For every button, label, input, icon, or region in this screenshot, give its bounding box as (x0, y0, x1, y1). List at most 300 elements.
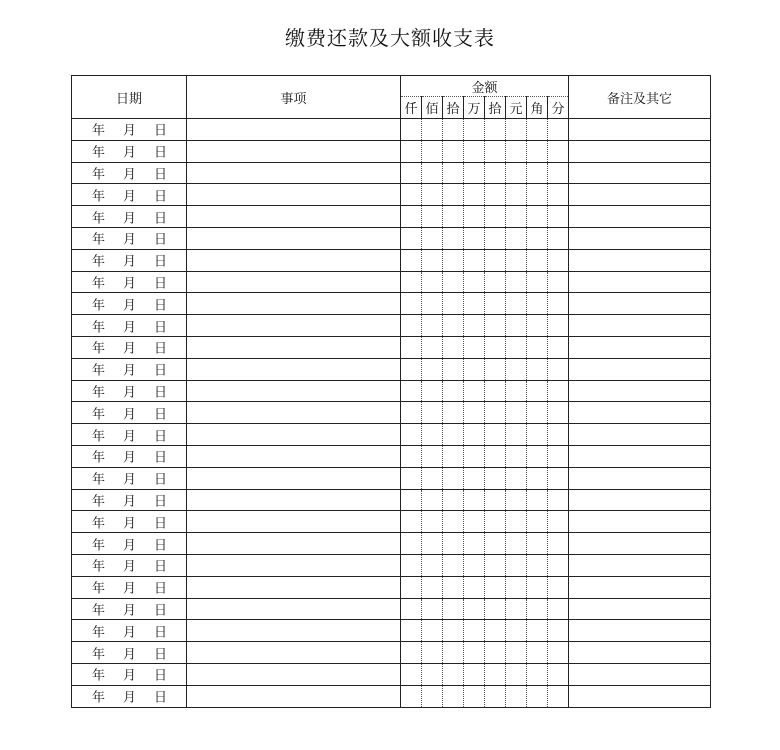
item-cell[interactable] (187, 315, 401, 337)
amount-digit-cell[interactable] (506, 227, 527, 249)
amount-digit-cell[interactable] (548, 489, 569, 511)
item-cell[interactable] (187, 533, 401, 555)
amount-digit-cell[interactable] (464, 336, 485, 358)
amount-digit-cell[interactable] (401, 598, 422, 620)
amount-digit-cell[interactable] (464, 576, 485, 598)
amount-digit-cell[interactable] (401, 489, 422, 511)
amount-digit-cell[interactable] (485, 293, 506, 315)
date-cell[interactable] (72, 249, 187, 271)
amount-digit-cell[interactable] (527, 642, 548, 664)
notes-cell[interactable] (569, 467, 711, 489)
amount-digit-cell[interactable] (485, 511, 506, 533)
item-cell[interactable] (187, 140, 401, 162)
amount-digit-cell[interactable] (464, 402, 485, 424)
amount-digit-cell[interactable] (401, 358, 422, 380)
date-cell[interactable] (72, 271, 187, 293)
amount-digit-cell[interactable] (464, 489, 485, 511)
amount-digit-cell[interactable] (422, 467, 443, 489)
amount-digit-cell[interactable] (422, 293, 443, 315)
amount-digit-cell[interactable] (464, 467, 485, 489)
amount-digit-cell[interactable] (548, 227, 569, 249)
notes-cell[interactable] (569, 489, 711, 511)
date-cell[interactable] (72, 598, 187, 620)
date-cell[interactable] (72, 380, 187, 402)
amount-digit-cell[interactable] (527, 184, 548, 206)
amount-digit-cell[interactable] (548, 119, 569, 141)
amount-digit-cell[interactable] (443, 227, 464, 249)
amount-digit-cell[interactable] (422, 576, 443, 598)
notes-cell[interactable] (569, 576, 711, 598)
amount-digit-cell[interactable] (443, 467, 464, 489)
amount-digit-cell[interactable] (443, 358, 464, 380)
amount-digit-cell[interactable] (464, 445, 485, 467)
notes-cell[interactable] (569, 402, 711, 424)
amount-digit-cell[interactable] (548, 249, 569, 271)
amount-digit-cell[interactable] (401, 336, 422, 358)
amount-digit-cell[interactable] (485, 184, 506, 206)
notes-cell[interactable] (569, 119, 711, 141)
amount-digit-cell[interactable] (506, 271, 527, 293)
amount-digit-cell[interactable] (485, 642, 506, 664)
notes-cell[interactable] (569, 445, 711, 467)
amount-digit-cell[interactable] (527, 336, 548, 358)
amount-digit-cell[interactable] (506, 533, 527, 555)
amount-digit-cell[interactable] (464, 119, 485, 141)
amount-digit-cell[interactable] (464, 271, 485, 293)
amount-digit-cell[interactable] (422, 162, 443, 184)
amount-digit-cell[interactable] (464, 293, 485, 315)
amount-digit-cell[interactable] (485, 620, 506, 642)
amount-digit-cell[interactable] (548, 554, 569, 576)
amount-digit-cell[interactable] (527, 489, 548, 511)
amount-digit-cell[interactable] (401, 554, 422, 576)
amount-digit-cell[interactable] (443, 554, 464, 576)
amount-digit-cell[interactable] (464, 227, 485, 249)
amount-digit-cell[interactable] (548, 511, 569, 533)
amount-digit-cell[interactable] (485, 598, 506, 620)
amount-digit-cell[interactable] (422, 445, 443, 467)
amount-digit-cell[interactable] (422, 533, 443, 555)
notes-cell[interactable] (569, 162, 711, 184)
amount-digit-cell[interactable] (422, 336, 443, 358)
amount-digit-cell[interactable] (401, 402, 422, 424)
amount-digit-cell[interactable] (506, 249, 527, 271)
amount-digit-cell[interactable] (464, 380, 485, 402)
item-cell[interactable] (187, 358, 401, 380)
amount-digit-cell[interactable] (401, 642, 422, 664)
amount-digit-cell[interactable] (506, 489, 527, 511)
amount-digit-cell[interactable] (485, 249, 506, 271)
amount-digit-cell[interactable] (527, 445, 548, 467)
item-cell[interactable] (187, 445, 401, 467)
amount-digit-cell[interactable] (548, 685, 569, 707)
notes-cell[interactable] (569, 642, 711, 664)
amount-digit-cell[interactable] (548, 424, 569, 446)
amount-digit-cell[interactable] (506, 402, 527, 424)
amount-digit-cell[interactable] (485, 227, 506, 249)
notes-cell[interactable] (569, 271, 711, 293)
amount-digit-cell[interactable] (443, 598, 464, 620)
amount-digit-cell[interactable] (527, 119, 548, 141)
amount-digit-cell[interactable] (422, 489, 443, 511)
notes-cell[interactable] (569, 315, 711, 337)
amount-digit-cell[interactable] (527, 402, 548, 424)
amount-digit-cell[interactable] (401, 663, 422, 685)
amount-digit-cell[interactable] (464, 598, 485, 620)
date-cell[interactable] (72, 576, 187, 598)
amount-digit-cell[interactable] (443, 206, 464, 228)
date-day-label: 日 (154, 276, 168, 292)
item-cell[interactable] (187, 642, 401, 664)
date-cell[interactable] (72, 402, 187, 424)
amount-digit-cell[interactable] (548, 620, 569, 642)
amount-digit-cell[interactable] (548, 380, 569, 402)
date-cell[interactable] (72, 663, 187, 685)
amount-digit-cell[interactable] (506, 424, 527, 446)
amount-digit-cell[interactable] (485, 576, 506, 598)
notes-cell[interactable] (569, 184, 711, 206)
amount-digit-cell[interactable] (548, 140, 569, 162)
amount-digit-cell[interactable] (464, 206, 485, 228)
amount-digit-cell[interactable] (527, 663, 548, 685)
amount-digit-cell[interactable] (401, 249, 422, 271)
amount-digit-cell[interactable] (527, 554, 548, 576)
amount-digit-cell[interactable] (485, 380, 506, 402)
date-cell[interactable] (72, 119, 187, 141)
amount-digit-cell[interactable] (401, 271, 422, 293)
amount-digit-cell[interactable] (527, 576, 548, 598)
amount-digit-cell[interactable] (401, 511, 422, 533)
amount-digit-cell[interactable] (443, 489, 464, 511)
amount-digit-cell[interactable] (464, 315, 485, 337)
item-cell[interactable] (187, 402, 401, 424)
amount-digit-cell[interactable] (401, 227, 422, 249)
amount-digit-cell[interactable] (401, 315, 422, 337)
amount-digit-cell[interactable] (506, 467, 527, 489)
amount-digit-cell[interactable] (527, 424, 548, 446)
item-cell[interactable] (187, 336, 401, 358)
amount-digit-cell[interactable] (443, 380, 464, 402)
amount-digit-cell[interactable] (485, 424, 506, 446)
amount-digit-cell[interactable] (527, 380, 548, 402)
date-month-label: 月 (123, 189, 137, 205)
amount-digit-cell[interactable] (422, 119, 443, 141)
amount-digit-cell[interactable] (548, 598, 569, 620)
amount-digit-cell[interactable] (548, 162, 569, 184)
amount-digit-cell[interactable] (485, 206, 506, 228)
amount-digit-cell[interactable] (485, 402, 506, 424)
amount-digit-cell[interactable] (506, 663, 527, 685)
amount-digit-cell[interactable] (422, 227, 443, 249)
amount-digit-cell[interactable] (464, 249, 485, 271)
amount-digit-cell[interactable] (422, 206, 443, 228)
item-cell[interactable] (187, 206, 401, 228)
amount-digit-cell[interactable] (506, 293, 527, 315)
amount-digit-cell[interactable] (485, 685, 506, 707)
amount-digit-cell[interactable] (401, 293, 422, 315)
amount-digit-cell[interactable] (506, 336, 527, 358)
amount-digit-cell[interactable] (464, 533, 485, 555)
date-cell[interactable] (72, 620, 187, 642)
amount-digit-cell[interactable] (464, 424, 485, 446)
amount-digit-cell[interactable] (401, 380, 422, 402)
amount-digit-cell[interactable] (485, 358, 506, 380)
amount-digit-cell[interactable] (506, 140, 527, 162)
amount-digit-cell[interactable] (401, 533, 422, 555)
amount-digit-cell[interactable] (401, 119, 422, 141)
item-cell[interactable] (187, 227, 401, 249)
item-cell[interactable] (187, 685, 401, 707)
amount-digit-cell[interactable] (527, 249, 548, 271)
notes-cell[interactable] (569, 424, 711, 446)
amount-digit-cell[interactable] (527, 227, 548, 249)
amount-digit-cell[interactable] (443, 663, 464, 685)
amount-digit-cell[interactable] (443, 424, 464, 446)
amount-digit-cell[interactable] (401, 467, 422, 489)
amount-digit-cell[interactable] (548, 642, 569, 664)
amount-digit-cell[interactable] (485, 271, 506, 293)
amount-digit-cell[interactable] (527, 206, 548, 228)
amount-digit-cell[interactable] (443, 249, 464, 271)
amount-digit-cell[interactable] (527, 271, 548, 293)
amount-digit-cell[interactable] (485, 336, 506, 358)
amount-digit-cell[interactable] (506, 380, 527, 402)
notes-cell[interactable] (569, 227, 711, 249)
amount-digit-cell[interactable] (485, 533, 506, 555)
amount-digit-cell[interactable] (422, 271, 443, 293)
amount-digit-cell[interactable] (464, 685, 485, 707)
amount-digit-cell[interactable] (401, 576, 422, 598)
amount-digit-cell[interactable] (506, 685, 527, 707)
notes-cell[interactable] (569, 554, 711, 576)
amount-digit-cell[interactable] (401, 445, 422, 467)
date-cell[interactable] (72, 206, 187, 228)
date-cell[interactable] (72, 445, 187, 467)
amount-digit-cell[interactable] (401, 184, 422, 206)
amount-digit-cell[interactable] (548, 533, 569, 555)
amount-digit-cell[interactable] (464, 358, 485, 380)
amount-digit-cell[interactable] (527, 315, 548, 337)
amount-digit-cell[interactable] (506, 620, 527, 642)
amount-digit-cell[interactable] (485, 467, 506, 489)
amount-digit-cell[interactable] (422, 511, 443, 533)
notes-cell[interactable] (569, 358, 711, 380)
amount-digit-cell[interactable] (506, 162, 527, 184)
notes-cell[interactable] (569, 533, 711, 555)
amount-digit-cell[interactable] (443, 445, 464, 467)
amount-digit-cell[interactable] (422, 424, 443, 446)
amount-digit-cell[interactable] (506, 642, 527, 664)
amount-digit-cell[interactable] (422, 358, 443, 380)
amount-digit-cell[interactable] (548, 402, 569, 424)
amount-digit-cell[interactable] (527, 685, 548, 707)
amount-digit-cell[interactable] (506, 184, 527, 206)
amount-digit-cell[interactable] (506, 206, 527, 228)
notes-cell[interactable] (569, 620, 711, 642)
item-cell[interactable] (187, 380, 401, 402)
amount-digit-cell[interactable] (548, 336, 569, 358)
amount-digit-cell[interactable] (485, 554, 506, 576)
amount-digit-cell[interactable] (443, 685, 464, 707)
amount-digit-cell[interactable] (401, 162, 422, 184)
item-cell[interactable] (187, 162, 401, 184)
date-cell[interactable] (72, 140, 187, 162)
date-cell[interactable] (72, 336, 187, 358)
item-cell[interactable] (187, 293, 401, 315)
amount-digit-cell[interactable] (506, 576, 527, 598)
amount-digit-cell[interactable] (443, 620, 464, 642)
item-cell[interactable] (187, 184, 401, 206)
date-cell[interactable] (72, 227, 187, 249)
amount-digit-cell[interactable] (443, 402, 464, 424)
amount-digit-cell[interactable] (401, 620, 422, 642)
amount-digit-cell[interactable] (443, 162, 464, 184)
item-cell[interactable] (187, 467, 401, 489)
table-row (72, 511, 711, 533)
amount-digit-cell[interactable] (422, 554, 443, 576)
amount-digit-cell[interactable] (422, 140, 443, 162)
amount-digit-cell[interactable] (401, 685, 422, 707)
date-cell[interactable] (72, 184, 187, 206)
notes-cell[interactable] (569, 511, 711, 533)
amount-digit-cell[interactable] (422, 620, 443, 642)
amount-digit-cell[interactable] (527, 162, 548, 184)
date-cell[interactable] (72, 489, 187, 511)
amount-digit-cell[interactable] (548, 467, 569, 489)
amount-digit-cell[interactable] (443, 140, 464, 162)
amount-digit-cell[interactable] (443, 293, 464, 315)
notes-cell[interactable] (569, 598, 711, 620)
amount-digit-cell[interactable] (527, 140, 548, 162)
amount-digit-cell[interactable] (548, 271, 569, 293)
amount-digit-cell[interactable] (506, 511, 527, 533)
date-cell[interactable] (72, 642, 187, 664)
notes-cell[interactable] (569, 206, 711, 228)
amount-digit-cell[interactable] (443, 533, 464, 555)
amount-digit-cell[interactable] (506, 598, 527, 620)
amount-digit-cell[interactable] (443, 576, 464, 598)
amount-digit-cell[interactable] (422, 402, 443, 424)
date-cell[interactable] (72, 293, 187, 315)
amount-digit-cell[interactable] (464, 663, 485, 685)
amount-digit-cell[interactable] (485, 315, 506, 337)
amount-digit-cell[interactable] (422, 663, 443, 685)
amount-digit-cell[interactable] (464, 184, 485, 206)
date-cell[interactable] (72, 358, 187, 380)
amount-digit-cell[interactable] (443, 184, 464, 206)
item-cell[interactable] (187, 554, 401, 576)
amount-digit-cell[interactable] (443, 271, 464, 293)
amount-digit-cell[interactable] (422, 642, 443, 664)
item-cell[interactable] (187, 511, 401, 533)
amount-digit-cell[interactable] (485, 140, 506, 162)
amount-digit-cell[interactable] (485, 663, 506, 685)
amount-digit-cell[interactable] (548, 206, 569, 228)
date-cell[interactable] (72, 685, 187, 707)
amount-digit-cell[interactable] (464, 642, 485, 664)
amount-digit-cell[interactable] (422, 184, 443, 206)
amount-digit-cell[interactable] (422, 685, 443, 707)
amount-digit-cell[interactable] (527, 358, 548, 380)
date-cell[interactable] (72, 315, 187, 337)
item-cell[interactable] (187, 271, 401, 293)
amount-digit-cell[interactable] (464, 620, 485, 642)
amount-digit-cell[interactable] (527, 620, 548, 642)
amount-digit-cell[interactable] (422, 249, 443, 271)
item-cell[interactable] (187, 249, 401, 271)
date-cell[interactable] (72, 554, 187, 576)
amount-digit-cell[interactable] (548, 663, 569, 685)
item-cell[interactable] (187, 663, 401, 685)
amount-digit-cell[interactable] (485, 162, 506, 184)
item-cell[interactable] (187, 424, 401, 446)
amount-digit-cell[interactable] (485, 445, 506, 467)
amount-digit-cell[interactable] (401, 206, 422, 228)
amount-digit-cell[interactable] (548, 184, 569, 206)
amount-digit-cell[interactable] (401, 424, 422, 446)
notes-cell[interactable] (569, 140, 711, 162)
amount-digit-cell[interactable] (527, 598, 548, 620)
amount-digit-cell[interactable] (527, 533, 548, 555)
amount-digit-cell[interactable] (443, 511, 464, 533)
amount-digit-cell[interactable] (443, 119, 464, 141)
item-cell[interactable] (187, 576, 401, 598)
notes-cell[interactable] (569, 249, 711, 271)
amount-digit-cell[interactable] (548, 576, 569, 598)
date-cell[interactable] (72, 533, 187, 555)
date-cell[interactable] (72, 511, 187, 533)
date-cell[interactable] (72, 467, 187, 489)
amount-digit-cell[interactable] (506, 554, 527, 576)
amount-digit-cell[interactable] (506, 358, 527, 380)
amount-digit-cell[interactable] (527, 467, 548, 489)
date-cell[interactable] (72, 162, 187, 184)
amount-digit-cell[interactable] (527, 511, 548, 533)
amount-digit-cell[interactable] (464, 554, 485, 576)
amount-digit-cell[interactable] (506, 445, 527, 467)
amount-digit-cell[interactable] (548, 315, 569, 337)
amount-digit-cell[interactable] (422, 380, 443, 402)
amount-digit-cell[interactable] (548, 358, 569, 380)
amount-digit-cell[interactable] (506, 315, 527, 337)
amount-digit-cell[interactable] (464, 140, 485, 162)
item-cell[interactable] (187, 598, 401, 620)
amount-digit-cell[interactable] (422, 598, 443, 620)
notes-cell[interactable] (569, 293, 711, 315)
notes-cell[interactable] (569, 663, 711, 685)
notes-cell[interactable] (569, 336, 711, 358)
amount-digit-cell[interactable] (443, 642, 464, 664)
amount-digit-cell[interactable] (506, 119, 527, 141)
amount-digit-cell[interactable] (527, 293, 548, 315)
amount-digit-cell[interactable] (464, 511, 485, 533)
amount-digit-cell[interactable] (443, 315, 464, 337)
item-cell[interactable] (187, 620, 401, 642)
amount-digit-cell[interactable] (464, 162, 485, 184)
notes-cell[interactable] (569, 685, 711, 707)
item-cell[interactable] (187, 119, 401, 141)
date-cell[interactable] (72, 424, 187, 446)
amount-digit-cell[interactable] (548, 445, 569, 467)
amount-digit-cell[interactable] (443, 336, 464, 358)
amount-digit-cell[interactable] (548, 293, 569, 315)
notes-cell[interactable] (569, 380, 711, 402)
amount-digit-cell[interactable] (485, 489, 506, 511)
item-cell[interactable] (187, 489, 401, 511)
amount-digit-cell[interactable] (485, 119, 506, 141)
amount-digit-cell[interactable] (401, 140, 422, 162)
amount-digit-cell[interactable] (422, 315, 443, 337)
